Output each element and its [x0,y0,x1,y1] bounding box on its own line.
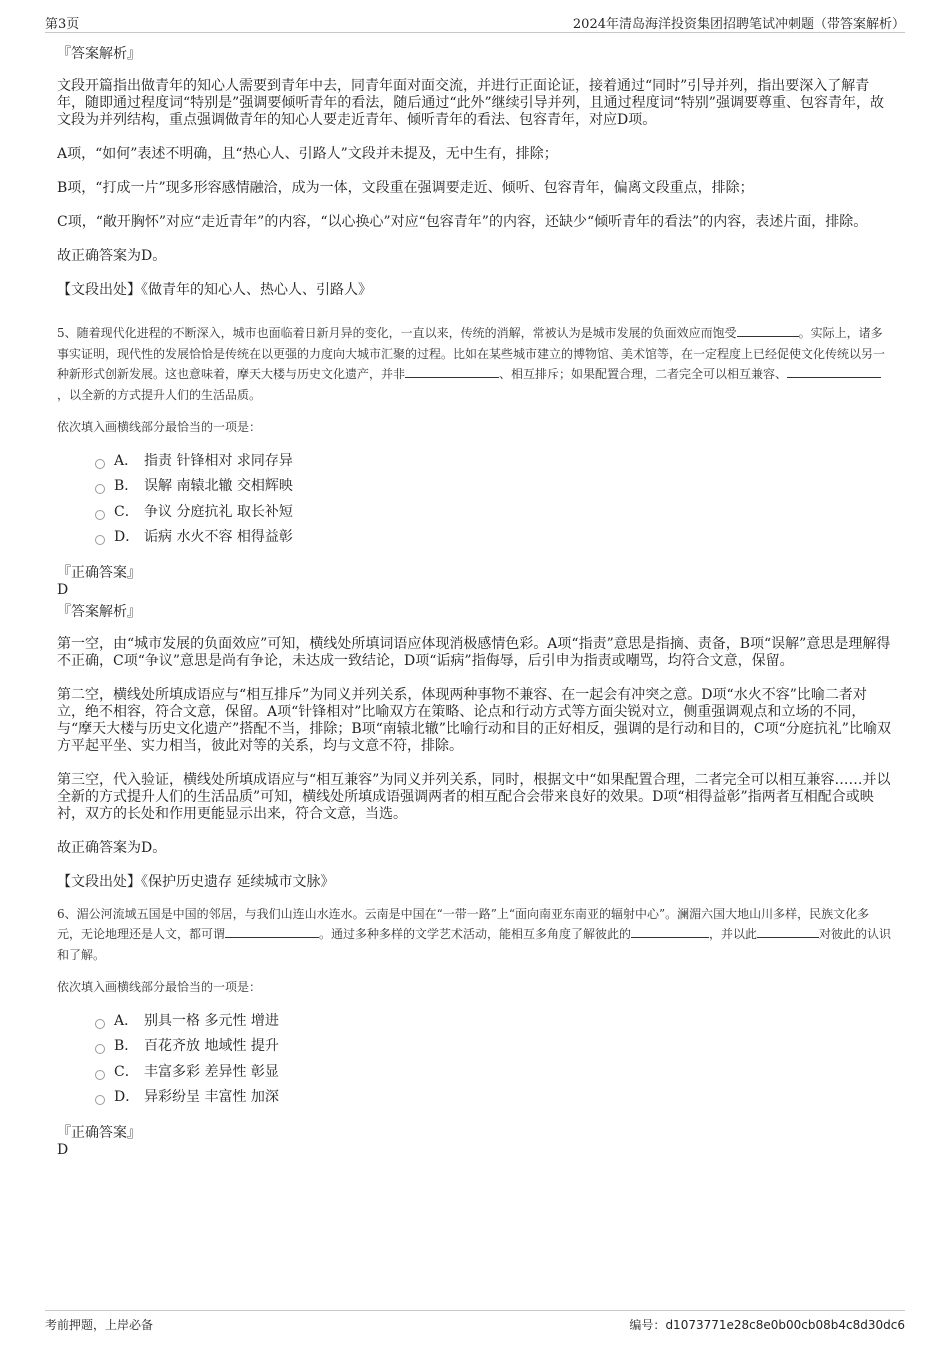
q4-analysis-paragraph: C项，“敞开胸怀”对应“走近青年”的内容，“以心换心”对应“包容青年”的内容，还缺少“倾听青年的看法”的内容，表述片面，排除。 [57,214,868,230]
q5-question-text [57,323,893,405]
document-code [629,1316,905,1333]
q5-text-part: ，以全新的方式提升人们的生活品质。 [57,387,262,402]
option-text: 争议 分庭抗礼 取长补短 [144,503,293,520]
q5-option-b[interactable] [95,478,893,504]
q6-blank-1 [225,924,319,938]
page-header [45,10,905,33]
radio-icon[interactable] [95,535,105,545]
q5-option-c[interactable] [95,504,893,530]
q5-blank-1 [737,323,799,337]
q6-answer-value: D [57,1141,69,1158]
q6-option-b[interactable] [95,1038,893,1064]
page-content [57,46,893,1159]
q5-section [57,323,893,891]
q4-analysis-paragraph: B项，“打成一片”现多形容感情融洽，成为一体，文段重在强调要走近、倾听、包容青年，偏离文段重点，排除； [57,180,754,196]
option-text: 百花齐放 地域性 提升 [144,1038,279,1054]
q6-text-part: 6、湄公河流域五国是中国的邻居，与我们山连山水连水。云南是中国在“一带一路”上“面向南亚东南亚的辐射中心”。澜湄六国大地山川多样，民族文化多元，无论地理还是人文，都可谓 [57,906,870,941]
q6-option-a[interactable] [95,1013,893,1039]
radio-icon[interactable] [95,1044,105,1054]
q5-analysis-paragraph: 第一空，由“城市发展的负面效应”可知，横线处所填词语应体现消极感情色彩。A项“指责”意思是指摘、责备，B项“误解”意思是理解得不正确，C项“争议”意思是尚有争论，未达成一致结论，D项“诟病”指侮辱，后引申为指责或嘲骂，均符合文意，保留。 [57,635,891,669]
page-footer [45,1310,905,1335]
option-letter: B． [114,478,139,494]
q5-prompt: 依次填入画横线部分最恰当的一项是： [57,420,262,434]
q5-options [95,453,893,555]
radio-icon[interactable] [95,484,105,494]
footer-slogan: 考前押题，上岸必备 [45,1318,154,1332]
q5-blank-3 [787,364,881,378]
q5-analysis-label: 『答案解析』 [57,603,141,620]
option-letter: D． [114,529,140,545]
q5-blank-2 [405,364,499,378]
radio-icon[interactable] [95,1019,105,1029]
q6-section [57,904,893,1159]
q4-conclusion: 故正确答案为D。 [57,248,167,264]
q6-blank-3 [757,924,819,938]
q4-analysis-paragraph: A项，“如何”表述不明确，且“热心人、引路人”文段并未提及，无中生有，排除； [57,146,558,162]
option-text: 丰富多彩 差异性 彰显 [144,1063,279,1080]
radio-icon[interactable] [95,510,105,520]
option-letter: D． [114,1089,140,1105]
option-letter: C． [114,1063,139,1080]
page-number: 第3页 [45,17,80,32]
option-text: 别具一格 多元性 增进 [144,1012,279,1029]
q4-source: 【文段出处】《做青年的知心人、热心人、引路人》 [57,282,372,298]
option-text: 诟病 水火不容 相得益彰 [144,529,293,545]
q6-answer-label: 『正确答案』 [57,1124,141,1141]
q4-analysis-paragraph: 文段开篇指出做青年的知心人需要到青年中去，同青年面对面交流，并进行正面论证，接着通过“同时”引导并列，指出要深入了解青年，随即通过程度词“特别是”强调要倾听青年的看法，随后通过“此外”继续引导并列，且通过程度词“特别”强调要尊重、包容青年，故文段为并列结构，重点强调做青年的知心人要走近青年、倾听青年的看法、包容青年，对应D项。 [57,78,884,128]
q5-text-part: 。实际上，诸多事实证明，现代性的发展恰恰是传统在以更强的力度向大城市汇聚的过程。比如在某些城市建立的博物馆、美术馆等，在一定程度上已经促使文化传统以另一种新形式创新发展。这也意味着，摩天大楼与历史文化遗产，并非 [57,326,886,381]
q5-answer-label: 『正确答案』 [57,564,141,581]
q5-answer-value: D [57,581,69,598]
q5-option-a[interactable] [95,453,893,479]
q6-question-text [57,904,893,966]
q6-options [95,1013,893,1115]
document-title: 2024年清岛海洋投资集团招聘笔试冲刺题（带答案解析） [572,17,905,32]
q6-blank-2 [631,924,709,938]
q4-analysis-label: 『答案解析』 [57,46,141,62]
option-letter: C． [114,503,139,520]
q5-analysis-paragraph: 第二空，横线处所填成语应与“相互排斥”为同义并列关系，体现两种事物不兼容、在一起会有冲突之意。D项“水火不容”比喻二者对立，绝不相容，符合文意，保留。A项“针锋相对”比喻双方在策略、论点和行动方式等方面尖锐对立，侧重强调观点和立场的不同，与“摩天大楼与历史文化遗产”搭配不当，排除；B项“南辕北辙”比喻行动和目的正好相反，强调的是行动和目的，C项“分庭抗礼”比喻双方平起平坐、实力相当，彼此对等的关系，均与文意不符，排除。 [57,686,891,754]
q5-option-d[interactable] [95,529,893,555]
radio-icon[interactable] [95,1095,105,1105]
option-text: 指责 针锋相对 求同存异 [144,452,293,469]
q6-text-part: 。通过多种多样的文学艺术活动，能相互多角度了解彼此的 [319,927,632,941]
q6-text-part: 对彼此的认识和了解。 [57,927,892,962]
q5-conclusion: 故正确答案为D。 [57,839,167,856]
option-letter: B． [114,1038,139,1054]
q6-option-c[interactable] [95,1064,893,1090]
radio-icon[interactable] [95,1070,105,1080]
option-text: 异彩纷呈 丰富性 加深 [144,1089,279,1105]
q6-prompt: 依次填入画横线部分最恰当的一项是： [57,980,262,994]
option-letter: A． [114,1012,139,1029]
code-label: 编号： [629,1318,666,1332]
option-text: 误解 南辕北辙 交相辉映 [144,478,293,494]
q6-text-part: ，并以此 [709,927,758,941]
option-letter: A． [114,452,139,469]
q5-analysis-paragraph: 第三空，代入验证，横线处所填成语应与“相互兼容”为同义并列关系，同时，根据文中“如果配置合理，二者完全可以相互兼容……并以全新的方式提升人们的生活品质”可知，横线处所填成语强调两者的相互配合会带来良好的效果。D项“相得益彰”指两者互相配合或映衬，双方的长处和作用更能显示出来，符合文意，当选。 [57,771,891,822]
q6-option-d[interactable] [95,1089,893,1115]
q5-source: 【文段出处】《保护历史遗存 延续城市文脉》 [57,873,335,890]
q4-section [57,46,893,299]
q5-text-part: 、相互排斥；如果配置合理，二者完全可以相互兼容、 [499,367,788,381]
radio-icon[interactable] [95,459,105,469]
q5-text-part: 5、随着现代化进程的不断深入，城市也面临着日新月异的变化，一直以来，传统的消解，常被认为是城市发展的负面效应而饱受 [57,326,737,340]
code-value: d1073771e28c8e0b00cb08b4c8d30dc6 [665,1318,905,1332]
